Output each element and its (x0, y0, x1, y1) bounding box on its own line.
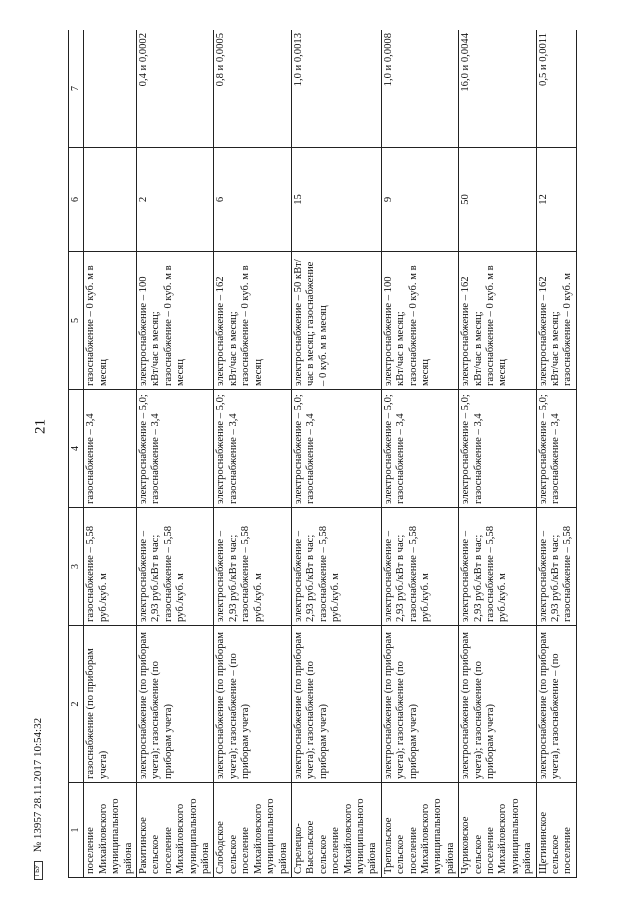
header-col-1: 1 (69, 783, 84, 878)
tariff-table (68, 30, 577, 878)
count-cell: 6 (214, 148, 291, 252)
document-registration-number: № 13957 28.11.2017 10:54:32 (32, 717, 44, 853)
settlement-cell: Слободское сельское поселение Михайловского муниципального района (214, 783, 291, 878)
count-cell (84, 148, 137, 252)
settlement-cell: поселение Михайловского муниципального района (84, 783, 137, 878)
index-cell: электроснабжение – 5,0; газоснабжение – 3,4 (536, 390, 576, 508)
table-row (137, 30, 214, 878)
consumption-cell: электроснабжение – 162 кВт/час в месяц; газоснабжение – 0 куб. м в месяц (459, 252, 536, 390)
utility-type-cell: газоснабжение (по приборам учета) (84, 626, 137, 783)
header-col-5: 5 (69, 252, 84, 390)
tariff-cell: газоснабжение – 5,58 руб./куб. м (84, 508, 137, 626)
share-cell: 1,0 и 0,0013 (291, 30, 381, 148)
tariff-cell: электроснабжение – 2,93 руб./кВт в час; газоснабжение – 5,58 руб./куб. м (137, 508, 214, 626)
table-row (291, 30, 381, 878)
registry-stamp: ГБУ (34, 861, 43, 880)
share-cell: 16,0 и 0,0044 (459, 30, 536, 148)
settlement-cell: Чуриковское сельское поселение Михайловского муниципального района (459, 783, 536, 878)
count-cell: 15 (291, 148, 381, 252)
settlement-cell: Щетининское сельское поселение (536, 783, 576, 878)
count-cell: 9 (381, 148, 458, 252)
consumption-cell: электроснабжение – 162 кВт/час в месяц; газоснабжение – 0 куб. м в месяц (214, 252, 291, 390)
table-row (459, 30, 536, 878)
tariff-cell: электроснабжение – 2,93 руб./кВт в час; газоснабжение – 5,58 руб./куб. м (291, 508, 381, 626)
count-cell: 50 (459, 148, 536, 252)
tariff-cell: электроснабжение – 2,93 руб./кВт в час; газоснабжение – 5,58 руб./куб. м (459, 508, 536, 626)
count-cell: 2 (137, 148, 214, 252)
page-number: 21 (32, 419, 49, 434)
consumption-cell: электроснабжение – 50 кВт/час в месяц; газоснабжение – 0 куб. м в месяц (291, 252, 381, 390)
settlement-cell: Ракитинское сельское поселение Михайловского муниципального района (137, 783, 214, 878)
table-row (381, 30, 458, 878)
utility-type-cell: электроснабжение (по приборам учета); газоснабжение (по приборам учета) (137, 626, 214, 783)
utility-type-cell: электроснабжение (по приборам учета); газоснабжение (по приборам учета) (381, 626, 458, 783)
count-cell: 12 (536, 148, 576, 252)
share-cell (84, 30, 137, 148)
tariff-cell: электроснабжение – 2,93 руб./кВт в час; газоснабжение – 5,58 руб./куб. м (381, 508, 458, 626)
index-cell: газоснабжение – 3,4 (84, 390, 137, 508)
utility-type-cell: электроснабжение (по приборам учета); газоснабжение (по приборам учета) (291, 626, 381, 783)
header-col-3: 3 (69, 508, 84, 626)
header-col-6: 6 (69, 148, 84, 252)
index-cell: электроснабжение – 5,0; газоснабжение – 3,4 (291, 390, 381, 508)
consumption-cell: электроснабжение – 100 кВт/час в месяц; газоснабжение – 0 куб. м в месяц (381, 252, 458, 390)
index-cell: электроснабжение – 5,0; газоснабжение – 3,4 (381, 390, 458, 508)
tariff-cell: электроснабжение – 2,93 руб./кВт в час; газоснабжение – 5,58 руб./куб. м (214, 508, 291, 626)
index-cell: электроснабжение – 5,0; газоснабжение – 3,4 (137, 390, 214, 508)
tariff-cell: электроснабжение – 2,93 руб./кВт в час; газоснабжение – 5,58 (536, 508, 576, 626)
table-row (536, 30, 576, 878)
header-col-7: 7 (69, 30, 84, 148)
utility-type-cell: электроснабжение (по приборам учета); газоснабжение (по приборам учета) (459, 626, 536, 783)
rotated-table-frame (68, 30, 615, 878)
share-cell: 0,8 и 0,0005 (214, 30, 291, 148)
table-row (214, 30, 291, 878)
share-cell: 1,0 и 0,0008 (381, 30, 458, 148)
consumption-cell: газоснабжение – 0 куб. м в месяц (84, 252, 137, 390)
settlement-cell: Стрелецко-Высельское сельское поселение Михайловского муниципального района (291, 783, 381, 878)
footer-rotated (32, 718, 44, 880)
index-cell: электроснабжение – 5,0; газоснабжение – 3,4 (214, 390, 291, 508)
consumption-cell: электроснабжение – 100 кВт/час в месяц; газоснабжение – 0 куб. м в месяц (137, 252, 214, 390)
rotated-table-container (68, 30, 615, 878)
utility-type-cell: электроснабжение (по приборам учета), газоснабжение – (по (536, 626, 576, 783)
utility-type-cell: электроснабжение (по приборам учета); газоснабжение – (по приборам учета) (214, 626, 291, 783)
share-cell: 0,4 и 0,0002 (137, 30, 214, 148)
settlement-cell: Трепольское сельское поселение Михайловского муниципального района (381, 783, 458, 878)
header-col-2: 2 (69, 626, 84, 783)
share-cell: 0,5 и 0,0011 (536, 30, 576, 148)
table-header-row (69, 30, 84, 878)
header-col-4: 4 (69, 390, 84, 508)
consumption-cell: электроснабжение – 162 кВт/час в месяц; газоснабжение – 0 куб. м (536, 252, 576, 390)
index-cell: электроснабжение – 5,0; газоснабжение – 3,4 (459, 390, 536, 508)
table-row (84, 30, 137, 878)
